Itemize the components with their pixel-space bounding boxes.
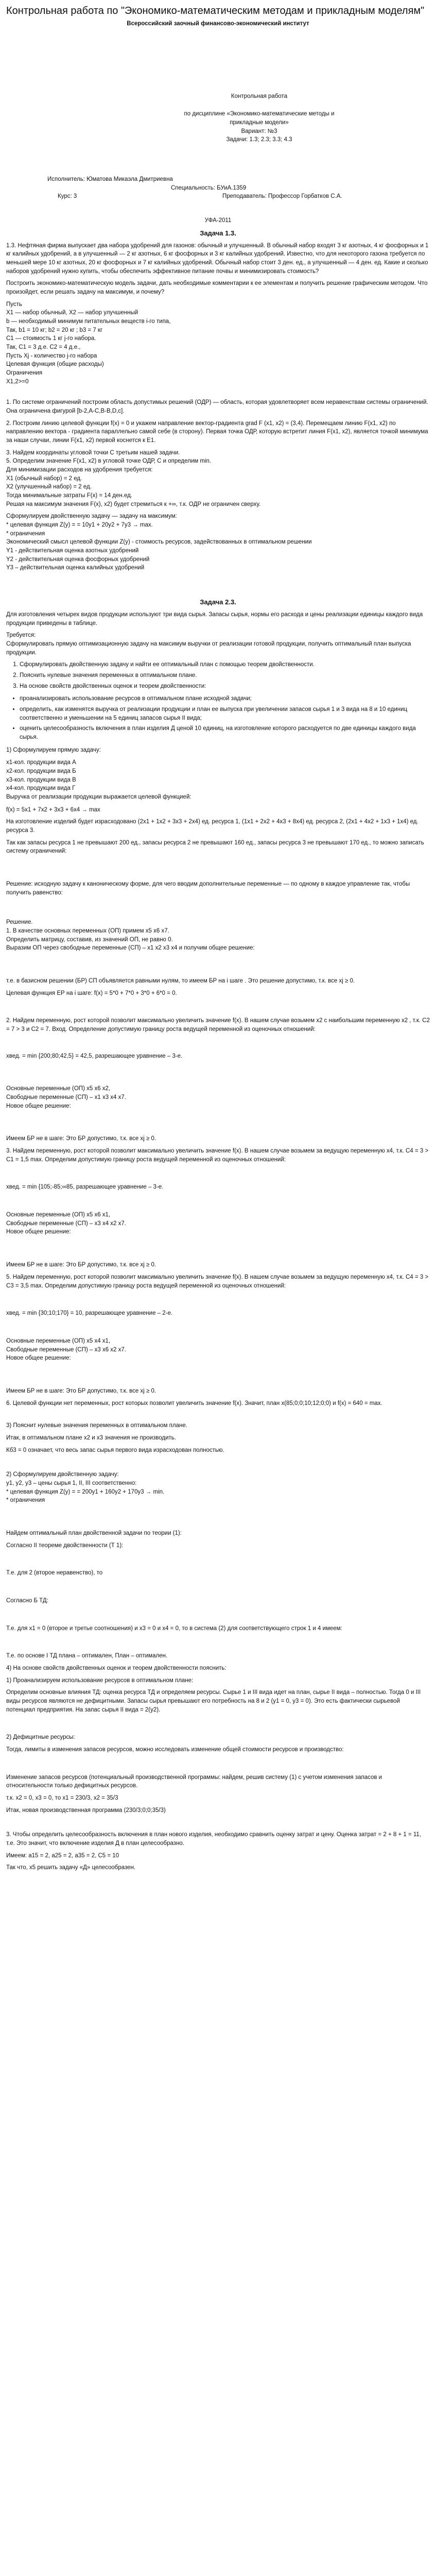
solution-line: Свободные переменные (СП) – х3 х4 х2 х7. [6,1220,126,1227]
solution-step: Х2 (улучшенный набор) = 2 ед. [6,484,92,490]
solution-step: 5. Определим значение F(x1, x2) в угловой точке ОДР, С и определим min. [6,458,212,465]
solution-line: Выручка от реализации продукции выражается целевой функцией: [6,794,191,801]
specialty: Специальность: БУиА.1359 [171,184,247,191]
solution-line: Итак, в оптимальном плане x2 и x3 значения не производить. [6,1434,176,1441]
solution-line: Новое общее решение: [6,1229,71,1235]
solution-line: Найдем оптимальный план двойственной задачи по теории (1): [6,1530,182,1536]
solution-line: Свободные переменные (СП) – х3 х6 х2 х7. [6,1346,126,1353]
model-line: X1,2>=0 [6,378,29,385]
solution-step: Решая на максимум значения F(x), x2) будет стремиться к +∞, т.к. ОДР не ограничен сверху. [6,501,261,507]
solution-line: Согласно II теореме двойственности (Т 1): [6,1542,124,1549]
discipline-line-1: по дисциплине «Экономико-математические методы и [184,111,335,117]
title-page-block [6,92,430,144]
model-line: Пусть [6,301,22,308]
variant: Вариант: №3 [241,128,277,134]
dual-line: Y3 – действительная оценка калийных удобрений [6,565,145,571]
model-line: Ограничения [6,369,43,376]
model-line: Так, С1 = 3 д.е. С2 = 4 д.е., [6,344,81,350]
solution-line: Имеем: а15 = 2, а25 = 2, а35 = 2, С5 = 10 [6,1852,119,1859]
solution-line: На изготовление изделий будет израсходовано (2х1 + 1х2 + 3х3 + 2х4) ед. ресурса 1, (1х1 + 2х2 + 4х3 + 8х4) ед. ресурса 2, (2х1 + 4х2 + 1х3 + 1х4) ед. ресурса 3. [6,819,418,834]
city-year: УФА-2011 [204,217,232,224]
solution-line: Основные переменные (ОП) х5 х6 х2, [6,1086,111,1092]
solution-line: 3) Пояснит нулевые значения переменных в оптимальном плане. [6,1422,187,1429]
solution-line: 1) Проанализируем использование ресурсов в оптимальном плане: [6,1677,194,1684]
solution-line: 4) На основе свойств двойственных оценок и теорем двойственности пояснить: [6,1665,226,1671]
solution-line: Основные переменные (ОП) х5 х6 х1, [6,1212,111,1218]
tasks: Задачи: 1.3; 2.3; 3.3; 4.3 [226,137,292,143]
question-item: 3. На основе свойств двойственных оценок и теорем двойственности: [20,682,430,691]
task-2-3-solution [6,746,430,1872]
model-line: Пусть Xj - количество j-го набора [6,352,97,359]
solution-line: Кб3 = 0 означает, что весь запас сырья первого вида израсходован полностью. [6,1447,224,1453]
solution-line: x1-кол. продукции вида А [6,759,76,766]
solution-line: f(x) = 5x1 + 7x2 + 3x3 + 6x4 → max [6,806,100,813]
performer: Исполнитель: Юматова Микаэла Дмитриевна [47,176,173,183]
solution-line: Определим основные влияния ТД: оценка ресурса ТД и определяем ресурсы. Сырье 1 и III вида идет на план, сырье II вида – полностью. Тогда 0 и III виды ресурсов являются не дефицитными. Запасы сырья превышают его потребность на 8 и 2 (y1 = 0, y3 = 0). Это есть фактически сырьевой потенциал предприятия. На запас сырья II вида = 2(y2). [6,1689,421,1713]
solution-line: Решение. [6,919,33,926]
solution-step: 3. Найдем координаты угловой точки С третьим нашей задачи. [6,449,180,456]
solution-step: Х1 (обычный набор) = 2 ед. [6,475,82,482]
solution-line: xвед. = min {30;10;170} = 10, разрешающее уравнение – 2-е. [6,1310,173,1317]
solution-line: Т.е. для х1 = 0 (второе и третье соотношения) и х3 = 0 и х4 = 0, то в система (2) для соответствующего строк 1 и 4 имеем: [6,1625,342,1632]
task-1-3-model [6,300,430,386]
discipline-line-2: прикладные модели» [230,120,289,126]
solution-line: Итак, новая производственная программа (230/3;0;0;35/3) [6,1807,166,1814]
solution-step: Для минимизации расходов на удобрения требуется: [6,467,153,473]
solution-line: xвед. = min {200;80;42,5} = 42,5, разрешающее уравнение – 3-е. [6,1053,183,1059]
task-1-3-requirement: Построить экономико-математическую модель задачи, дать необходимые комментарии к ее элементам и получить решение графическим методом. Что произойдет, если решать задачу на максимум, и почему? [6,280,428,295]
solution-step: 2. Построим линию целевой функции f(x) = 0 и укажем направление вектор-градиента grad F (x1, x2) = (3,4). Перемещаем линию F(x1, x2) по направлению вектора - градиента параллельно самой себе (в сторону). Первая точка ОДР, которую встретит линия F(x1, x2), является точкой минимума за наши случаи, линии F(x1, x2) первой коснется к Е1. [6,420,428,444]
model-line: b — необходимый минимум питательных веществ i-го типа, [6,318,171,325]
dual-line: * ограничения [6,530,45,537]
solution-line: Тогда, лимиты в изменения запасов ресурсов, можно исследовать изменение общей стоимости ресурсов и производство: [6,1746,344,1753]
task-2-3-subquestions [6,694,430,741]
model-line: Так, b1 = 10 кг; b2 = 20 кг ; b3 = 7 кг [6,327,103,333]
institute-name: Всероссийский заочный финансово-экономический институт [127,21,309,27]
solution-line: * ограничения [6,1497,45,1504]
solution-line: 2) Дефицитные ресурсы: [6,1734,75,1741]
solution-line: 1) Сформулируем прямую задачу: [6,747,101,753]
solution-line: Согласно Б ТД: [6,1597,48,1604]
model-line: Х1 — набор обычный, Х2 — набор улучшенный [6,310,138,316]
subquestion-item: • определить, как изменятся выручка от реализации продукции и план ее выпуска при увеличении запасов сырья 1 и 3 вида на 8 и 10 единиц соответственно и уменьшении на 5 единиц запасов сырья II вида; [20,705,430,722]
solution-line: х2-кол. продукции вида Б [6,768,76,774]
subquestion-item: • оценить целесообразность включения в план изделия Д ценой 10 единиц, на изготовление которого расходуется по две единицы каждого вида сырья. [20,724,430,741]
solution-line: Так что, x5 решить задачу «Д» целесообразен. [6,1865,136,1871]
task-2-3-heading: Задача 2.3. [200,598,236,606]
solution-line: Изменение запасов ресурсов (потенциальный производственной программы: найдем, решив систему (1) с учетом изменения запасов и относительности только дефицитных ресурсов. [6,1774,382,1789]
solution-line: 1. В качестве основных переменных (ОП) примем х5 х6 х7. [6,928,169,935]
solution-line: Целевая функция ЕР на i шаге: f(x) = 5*0 + 7*0 + 3*0 + 6*0 = 0. [6,990,177,996]
task-1-3-graphic-solution [6,398,430,509]
dual-line: Экономический смысл целевой функции Z(y) - стоимость ресурсов, задействованных в оптимальном решении [6,539,312,546]
solution-step: 1. По системе ограничений построим область допустимых решений (ОДР) — область, которая удовлетворяет всем неравенствам системы ограничений. Она ограничена фигурой [b-2,A-C,B-B,D,c]. [6,399,428,414]
work-type: Контрольная работа [231,93,288,99]
solution-line: т.е. в базисном решении (БР) СП объявляется равными нулям, то имеем БР на i шаге . Это решение допустимо, т.к. все xj ≥ 0. [6,978,355,985]
task-2-3-requirement: Сформулировать прямую оптимизационную задачу на максимум выручки от реализации готовой продукции, получить оптимальный план выпуска продукции. [6,640,411,656]
task-2-3-condition: Для изготовления четырех видов продукции используют три вида сырья. Запасы сырья, нормы его расхода и цены реализации единицы каждого вида продукции приведены в таблице. [6,611,423,626]
solution-line: 2) Сформулируем двойственную задачу: [6,1471,119,1478]
performer-block [6,175,430,201]
model-line: С1 — стоимость 1 кг j-го набора. [6,335,96,342]
solution-line: Новое общее решение: [6,1355,71,1362]
solution-line: Т.е. по основе I ТД плана – оптимален, План – оптимален. [6,1653,168,1659]
task-1-3-dual [6,512,430,572]
solution-line: 5. Найдем переменную, рост которой позволит максимально увеличить значение f(x). В нашем случае возьмем за ведущую переменную х4, т.к. С4 = 3 > С3 = 3,5 max. Определим допустимую границу роста ведущей переменной из оценочных отношений: [6,1274,429,1289]
solution-line: xвед. = min {105;-85;∞85, разрешающее уравнение – 3-е. [6,1184,164,1191]
dual-line: Y1 - действительная оценка азотных удобрений [6,548,139,554]
solution-line: т.к. х2 = 0, х3 = 0, то х1 = 230/3, х2 = 35/3 [6,1794,118,1801]
solution-line: y1, y2, y3 – цены сырья 1, II, III соответственно: [6,1480,137,1486]
task-2-3-questions [6,660,430,690]
model-line: Целевая функция (общие расходы) [6,361,104,368]
question-item: 1. Сформулировать двойственную задачу и найти ее оптимальный план с помощью теорем двойственности. [20,660,430,669]
task-2-3-required: Требуется: [6,632,36,639]
solution-line: Имеем БР не в шаге: Это БР допустимо, т.к. все xj ≥ 0. [6,1387,156,1394]
solution-line: Определить матрицу, составив, из значений ОП, не равно 0. [6,936,173,943]
task-1-3-heading: Задача 1.3. [200,229,236,237]
solution-line: 2. Найдем переменную, рост которой позволит максимально увеличить значение f(x). В нашем случае возьмем х2 с наибольшим переменную х2 , т.к. С2 = 7 > 3 и С2 = 7. Вход. Определение допустимую границу роста ведущей переменной из оценочных отношений: [6,1018,430,1033]
course: Курс: 3 [58,193,77,200]
solution-line: х3-кол. продукции вида В [6,776,76,783]
solution-line: Основные переменные (ОП) х5 х4 х1, [6,1337,111,1344]
question-item: 2. Пояснить нулевые значения переменных в оптимальном плане. [20,671,430,680]
teacher: Преподаватель: Профессор Горбатков С.А. [222,193,342,200]
solution-line: Выразим ОП через свободные переменные (СП) – х1 х2 х3 х4 и получим общее решение: [6,945,255,952]
task-1-3-condition: 1.3. Нефтяная фирма выпускает два набора удобрений для газонов: обычный и улучшенный. В обычный набор входят 3 кг азотных, 4 кг фосфорных и 1 кг калийных удобрений, а в улучшенный — 2 кг азотных, 6 кг фосфорных и 3 кг калийных удобрений. Известно, что для некоторого газона требуется по меньшей мере 10 кг азотных, 20 кг фосфорных и 7 кг калийных удобрений. Обычный набор стоит 3 ден. ед., а улучшенный — 4 ден. ед. Какие и сколько наборов удобрений нужно купить, чтобы обеспечить эффективное питание почвы и минимизировать стоимость? [6,242,429,275]
solution-line: Имеем БР не в шаге: Это БР допустимо, т.к. все xj ≥ 0. [6,1262,156,1268]
solution-line: Имеем БР не в шаге: Это БР допустимо, т.к. все xj ≥ 0. [6,1136,156,1142]
document-title: Контрольная работа по "Экономико-математическим методам и прикладным моделям" [6,5,425,16]
dual-line: * целевая функция Z(y) = = 10y1 + 20y2 + 7y3 → max. [6,522,153,529]
solution-line: Свободные переменные (СП) – х1 х3 х4 х7. [6,1094,126,1101]
subquestion-item: • проанализировать использование ресурсов в оптимальном плане исходной задачи; [20,694,430,703]
solution-line: Новое общее решение: [6,1103,71,1109]
solution-line: 3. Найдем переменную, рост которой позволит максимально увеличить значение f(x). В нашем случае возьмем за ведущую переменную х4, т.к. С4 = 3 > С1 = 1,5 max. Определим допустимую границу роста ведущей переменной из оценочных отношений: [6,1148,429,1163]
solution-line: Т.е. для 2 (второе неравенство), то [6,1570,103,1577]
solution-line: Решение: исходную задачу к каноническому форме, для чего вводим дополнительные переменные — по одному в каждое управление так, чтобы получить равенство: [6,881,410,896]
solution-line: х4-кол. продукции вида Г [6,785,76,792]
solution-line: * целевая функция Z(y) = = 200y1 + 160y2 + 170y3 → min. [6,1488,165,1495]
solution-step: Тогда минимальные затраты F(x) = 14 ден.ед. [6,493,132,499]
dual-line: Y2 - действительная оценка фосфорных удобрений [6,556,150,563]
solution-line: Так как запасы ресурса 1 не превышают 200 ед., запасы ресурса 2 не превышают 160 ед., запасы ресурса 3 не превышают 170 ед., то можно записать систему ограничений: [6,839,424,855]
dual-line: Сформулируем двойственную задачу — задачу на максимум: [6,513,177,520]
solution-line: 3. Чтобы определить целесообразность включения в план нового изделия, необходимо сравнить оценку затрат и цену. Оценка затрат = 2 + 8 + 1 = 11, т.е. Это значит, что включение изделия Д в план целесообразно. [6,1832,421,1846]
solution-line: 6. Целевой функции нет переменных, рост которых позволит увеличить значение f(x). Значит, план x(85;0;0;10;12;0;0) и f(x) = 640 = max. [6,1400,382,1406]
